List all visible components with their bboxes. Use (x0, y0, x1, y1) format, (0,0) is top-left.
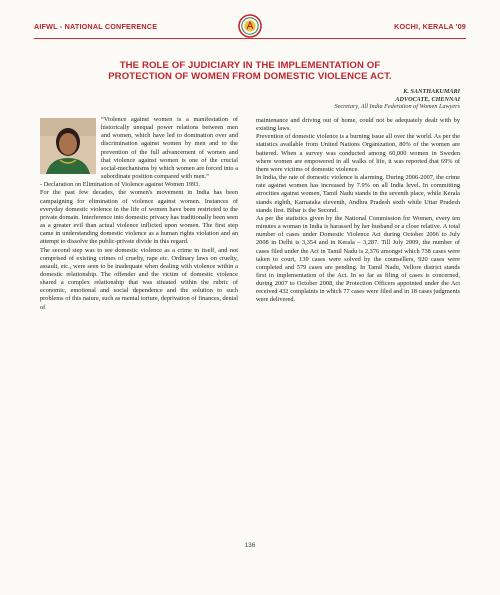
quote-source: - Declaration on Elimination of Violence against Women 1993. (40, 181, 201, 189)
title-line: PROTECTION OF WOMEN FROM DOMESTIC VIOLENCE ACT. (108, 71, 392, 82)
body-paragraph: For the past few decades, the women's movement in India has been campaigning for elimination of violence against women. Instances of everyday domestic violence in the life of women have been restricted to the private domain. Interference into domestic privacy has traditionally been seen as a greater evil than actual violence inflicted upon women. The first step came in understanding domestic violence as a human rights violation and an attempt to dissolve the public-private divide in this regard. (40, 189, 238, 246)
portrait-image-icon (40, 118, 96, 174)
body-paragraph: maintenance and driving out of home, could not be adequately dealt with by existing laws. (256, 117, 460, 133)
body-paragraph: In India, the rate of domestic violence is alarming. During 2006-2007, the crime rate against women has increased by 7.9% on all India level. In committing atrocities against women, Tamil Nadu stands in the seventh place, while Kerala stands eighth, Karnataka eleventh, Andhra Pradesh sixth while Uttar Pradesh stands first. Bihar is the Second. (256, 174, 460, 214)
page-number: 136 (244, 542, 256, 549)
article-title (60, 60, 440, 82)
conference-name: AIFWL - NATIONAL CONFERENCE (34, 22, 158, 31)
opening-quote: “Violence against women is a manifestation of historically unequal power relations between men and women, which have led to domination over and discrimination against women by men and to the prevention of the full advancement of women and that violence against women is one of the crucial social-mechanisms by which women are forced into a subordinate position compared with men.” (101, 116, 238, 181)
right-column (256, 117, 460, 305)
header-rule (34, 38, 466, 39)
body-paragraph: As per the statistics given by the National Commission for Women, every ten minutes a woman in India is harassed by her husband or a close relative. A total number of cases under Domestic Violence Act during October 2006 to July 2008 in Delhi is 3,354 and in Kerala – 3,287. Till July 2009, the number of cases filed under the Act in Tamil Nadu is 2,376 amongst which 738 cases were taken to court, 139 cases were solved by the counsellers, 920 cases were completed and 579 cases are pending. In Tamil Nadu, Vellore district stands first in implementation of the Act. In so far as filing of cases is concerned, during 2007 to October 2008, the Protection Officers appointed under the Act received 432 complaints in which 77 cases were filed and in 18 cases judgments were delivered. (256, 214, 460, 304)
author-photo (40, 118, 96, 174)
author-name: K. SANTHAKUMARI (403, 88, 460, 95)
left-column (40, 116, 238, 312)
page-header (34, 14, 466, 40)
body-paragraph: Prevention of domestic violence is a burning issue all over the world. As per the statistics available from United Nations Organization, 80% of the women are battered. When a survey was conducted among 60,000 women in Sweden where women are empowered in all walks of life, it was reported that 69% of them were victims of domestic violence. (256, 133, 460, 173)
author-role: ADVOCATE, CHENNAI (395, 95, 460, 103)
aifwl-logo-icon (238, 14, 262, 38)
author-block (335, 88, 460, 111)
body-paragraph: The second step was to see domestic violence as a crime in itself, and not comprised of existing crimes of cruelty, rape etc. Ordinary laws on cruelty, assault, etc., were seen to be inadequate when dealing with violence within a domestic relationship. The offender and the victim of domestic violence shared a complex relationship that was situated within the rubric of economic, emotional and social dependence and the solution to such problems of this nature, such as mental torture, deprivation of finances, denial of (40, 246, 239, 311)
author-organisation: Secretary, All India Federation of Women Lawyers (334, 103, 460, 111)
title-line: THE ROLE OF JUDICIARY IN THE IMPLEMENTATION OF (119, 60, 381, 71)
conference-location: KOCHI, KERALA '09 (394, 22, 466, 31)
